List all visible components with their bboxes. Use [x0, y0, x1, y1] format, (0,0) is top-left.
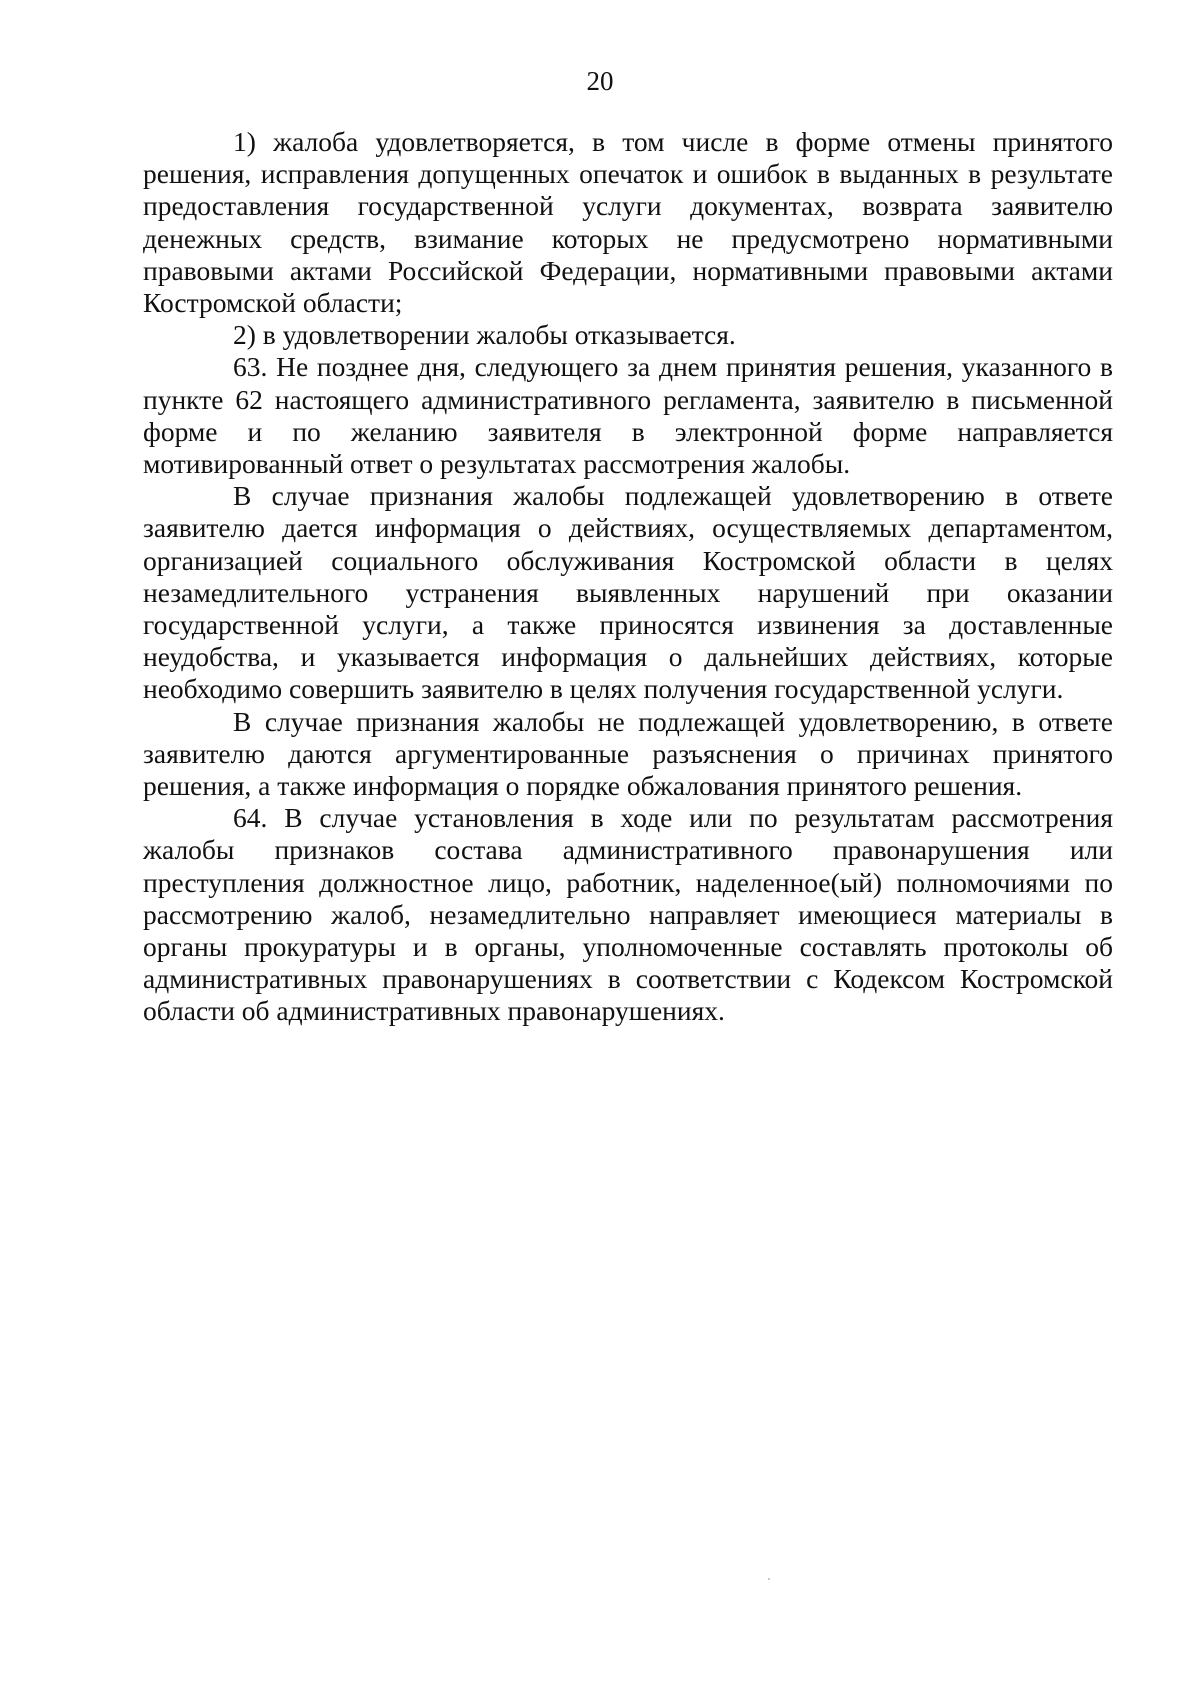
paragraph-clause-64: 64. В случае установления в ходе или по результатам рассмотрения жалобы признаков состава административного правонарушения или преступления должностное лицо, работник, наделенное(ый) полномочиями по рассмотрению жалоб, незамедлительно направляет имеющиеся материалы в органы прокуратуры и в органы, уполномоченные составлять протоколы об административных правонарушениях в соответствии с Кодексом Костромской области об административных правонарушениях.: [143, 802, 1113, 1027]
scan-speck: [768, 1578, 770, 1580]
paragraph-complaint-rejected-response: В случае признания жалобы не подлежащей удовлетворению, в ответе заявителю даются аргументированные разъяснения о причинах принятого решения, а также информация о порядке обжалования принятого решения.: [143, 705, 1113, 802]
paragraph-item-2-complaint-refused: 2) в удовлетворении жалобы отказывается.: [233, 319, 736, 351]
paragraph-complaint-accepted-response: В случае признания жалобы подлежащей удовлетворению в ответе заявителю дается информация о действиях, осуществляемых департаментом, организацией социального обслуживания Костромской области в целях незамедлительного устранения выявленных нарушений при оказании государственной услуги, а также приносятся извинения за доставленные неудобства, и указывается информация о дальнейших действиях, которые необходимо совершить заявителю в целях получения государственной услуги.: [143, 480, 1113, 705]
page-number: 20: [586, 66, 614, 96]
paragraph-clause-63: 63. Не позднее дня, следующего за днем принятия решения, указанного в пункте 62 настоящего административного регламента, заявителю в письменной форме и по желанию заявителя в электронной форме направляется мотивированный ответ о результатах рассмотрения жалобы.: [143, 351, 1113, 480]
paragraph-item-1-complaint-satisfied: 1) жалоба удовлетворяется, в том числе в форме отмены принятого решения, исправления допущенных опечаток и ошибок в выданных в результате предоставления государственной услуги документах, возврата заявителю денежных средств, взимание которых не предусмотрено нормативными правовыми актами Российской Федерации, нормативными правовыми актами Костромской области;: [143, 126, 1113, 319]
document-body: [143, 126, 1113, 1028]
